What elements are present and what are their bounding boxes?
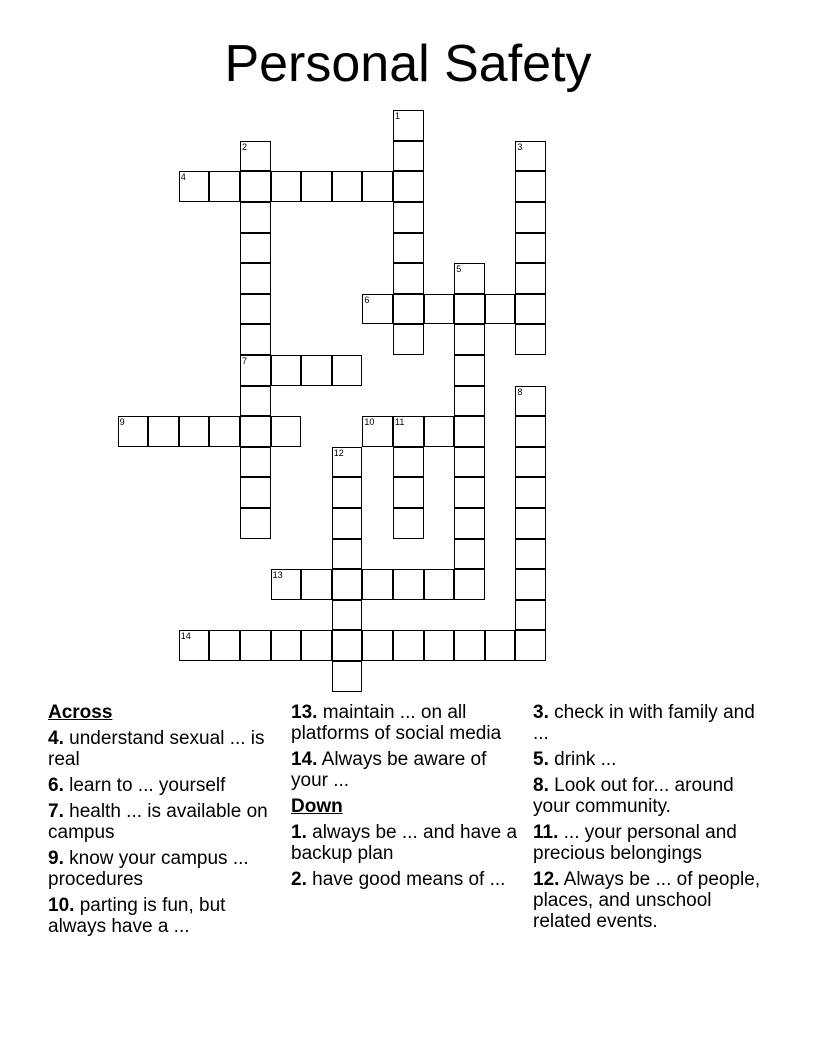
cell-number: 10 xyxy=(364,417,375,428)
grid-cell[interactable] xyxy=(209,630,240,661)
grid-cell[interactable] xyxy=(515,447,546,478)
clue-across-4: 4. understand sexual ... is real xyxy=(48,728,265,770)
grid-cell[interactable] xyxy=(454,386,485,417)
clue-column-1 xyxy=(48,702,280,942)
grid-cell[interactable] xyxy=(454,324,485,355)
clue-down-11: 11. ... your personal and precious belongings xyxy=(533,822,737,864)
cell-number: 2 xyxy=(242,141,248,152)
page-title: Personal Safety xyxy=(224,35,592,93)
grid-cell[interactable] xyxy=(332,355,363,386)
grid-cell[interactable] xyxy=(424,630,455,661)
grid-cell[interactable] xyxy=(424,416,455,447)
grid-cell[interactable] xyxy=(393,324,424,355)
grid-cell[interactable] xyxy=(240,233,271,264)
cell-number: 7 xyxy=(242,356,248,366)
grid-cell[interactable] xyxy=(240,294,271,325)
clue-across-9: 9. know your campus ... procedures xyxy=(48,848,249,890)
grid-cell[interactable] xyxy=(515,630,546,661)
grid-cell[interactable] xyxy=(393,263,424,294)
grid-cell[interactable] xyxy=(362,171,393,202)
clue-down-8: 8. Look out for... around your community. xyxy=(533,775,734,817)
grid-cell[interactable] xyxy=(515,477,546,508)
cell-number: 9 xyxy=(119,417,125,428)
grid-cell[interactable] xyxy=(240,324,271,355)
grid-cell[interactable] xyxy=(332,630,363,661)
cell-number: 1 xyxy=(395,111,401,122)
grid-cell[interactable] xyxy=(454,416,485,447)
clue-down-5: 5. drink ... xyxy=(533,749,617,770)
grid-cell[interactable] xyxy=(240,263,271,294)
clue-column-3 xyxy=(533,702,773,937)
grid-cell[interactable] xyxy=(454,355,485,386)
grid-cell[interactable] xyxy=(515,233,546,264)
grid-cell[interactable] xyxy=(454,539,485,570)
cell-number: 6 xyxy=(364,294,370,305)
grid-cell[interactable] xyxy=(332,477,363,508)
grid-cell[interactable] xyxy=(240,416,271,447)
grid-cell[interactable] xyxy=(515,171,546,202)
grid-cell[interactable] xyxy=(393,477,424,508)
grid-cell[interactable] xyxy=(301,171,332,202)
grid-cell[interactable] xyxy=(301,630,332,661)
grid-cell[interactable] xyxy=(271,355,302,386)
grid-cell[interactable] xyxy=(454,447,485,478)
grid-cell[interactable] xyxy=(393,141,424,172)
grid-cell[interactable] xyxy=(515,539,546,570)
grid-cell[interactable] xyxy=(209,416,240,447)
grid-cell[interactable] xyxy=(393,233,424,264)
clue-down-12: 12. Always be ... of people, places, and unschool related events. xyxy=(533,869,761,932)
grid-cell[interactable] xyxy=(454,477,485,508)
grid-cell[interactable] xyxy=(332,171,363,202)
grid-cell[interactable] xyxy=(240,386,271,417)
grid-cell[interactable] xyxy=(240,202,271,233)
grid-cell[interactable] xyxy=(362,569,393,600)
grid-cell[interactable] xyxy=(515,569,546,600)
clue-down-3: 3. check in with family and ... xyxy=(533,702,755,744)
grid-cell[interactable] xyxy=(393,630,424,661)
clue-across-6: 6. learn to ... yourself xyxy=(48,775,226,796)
grid-cell[interactable] xyxy=(424,294,455,325)
clue-across-10: 10. parting is fun, but always have a ... xyxy=(48,895,226,937)
clue-down-1: 1. always be ... and have a backup plan xyxy=(291,822,518,864)
grid-cell[interactable] xyxy=(240,447,271,478)
grid-cell[interactable] xyxy=(515,508,546,539)
grid-cell[interactable] xyxy=(332,508,363,539)
grid-cell[interactable] xyxy=(332,539,363,570)
grid-cell[interactable] xyxy=(454,294,485,325)
grid-cell[interactable] xyxy=(515,324,546,355)
grid-cell[interactable] xyxy=(209,171,240,202)
down-heading: Down xyxy=(291,796,343,817)
grid-cell[interactable] xyxy=(240,171,271,202)
cell-number: 11 xyxy=(395,417,405,428)
grid-cell[interactable] xyxy=(301,569,332,600)
cell-number: 8 xyxy=(517,386,523,397)
grid-cell[interactable] xyxy=(332,569,363,600)
grid-cell[interactable] xyxy=(393,202,424,233)
grid-cell[interactable] xyxy=(393,171,424,202)
grid-cell[interactable] xyxy=(515,600,546,631)
grid-cell[interactable] xyxy=(454,569,485,600)
grid-cell[interactable] xyxy=(332,661,363,692)
grid-cell[interactable] xyxy=(393,569,424,600)
grid-cell[interactable] xyxy=(148,416,179,447)
grid-cell[interactable] xyxy=(454,508,485,539)
grid-cell[interactable] xyxy=(240,630,271,661)
clue-across-13: 13. maintain ... on all platforms of social media xyxy=(291,702,502,744)
clue-across-14: 14. Always be aware of your ... xyxy=(291,749,487,791)
grid-cell[interactable] xyxy=(240,477,271,508)
clue-column-2 xyxy=(291,702,523,895)
grid-cell[interactable] xyxy=(393,508,424,539)
grid-cell[interactable] xyxy=(301,355,332,386)
grid-cell[interactable] xyxy=(271,630,302,661)
grid-cell[interactable] xyxy=(240,508,271,539)
grid-cell[interactable] xyxy=(515,263,546,294)
clue-down-2: 2. have good means of ... xyxy=(291,869,506,890)
grid-cell[interactable] xyxy=(393,294,424,325)
cell-number: 5 xyxy=(456,264,462,275)
grid-cell[interactable] xyxy=(271,416,302,447)
grid-cell[interactable] xyxy=(271,171,302,202)
grid-cell[interactable] xyxy=(485,630,516,661)
grid-cell[interactable] xyxy=(454,630,485,661)
grid-cell[interactable] xyxy=(515,416,546,447)
cell-number: 14 xyxy=(180,631,191,642)
grid-cell[interactable] xyxy=(393,447,424,478)
cell-number: 4 xyxy=(180,172,186,183)
across-heading: Across xyxy=(48,702,113,723)
cell-number: 3 xyxy=(517,141,523,152)
grid-cell[interactable] xyxy=(332,600,363,631)
grid-cell[interactable] xyxy=(515,294,546,325)
grid-cell[interactable] xyxy=(362,630,393,661)
grid-cell[interactable] xyxy=(179,416,210,447)
cell-number: 12 xyxy=(333,447,344,458)
grid-cell[interactable] xyxy=(515,202,546,233)
cell-number: 13 xyxy=(272,570,283,581)
clue-across-7: 7. health ... is available on campus xyxy=(48,801,268,843)
grid-cell[interactable] xyxy=(424,569,455,600)
grid-cell[interactable] xyxy=(485,294,516,325)
